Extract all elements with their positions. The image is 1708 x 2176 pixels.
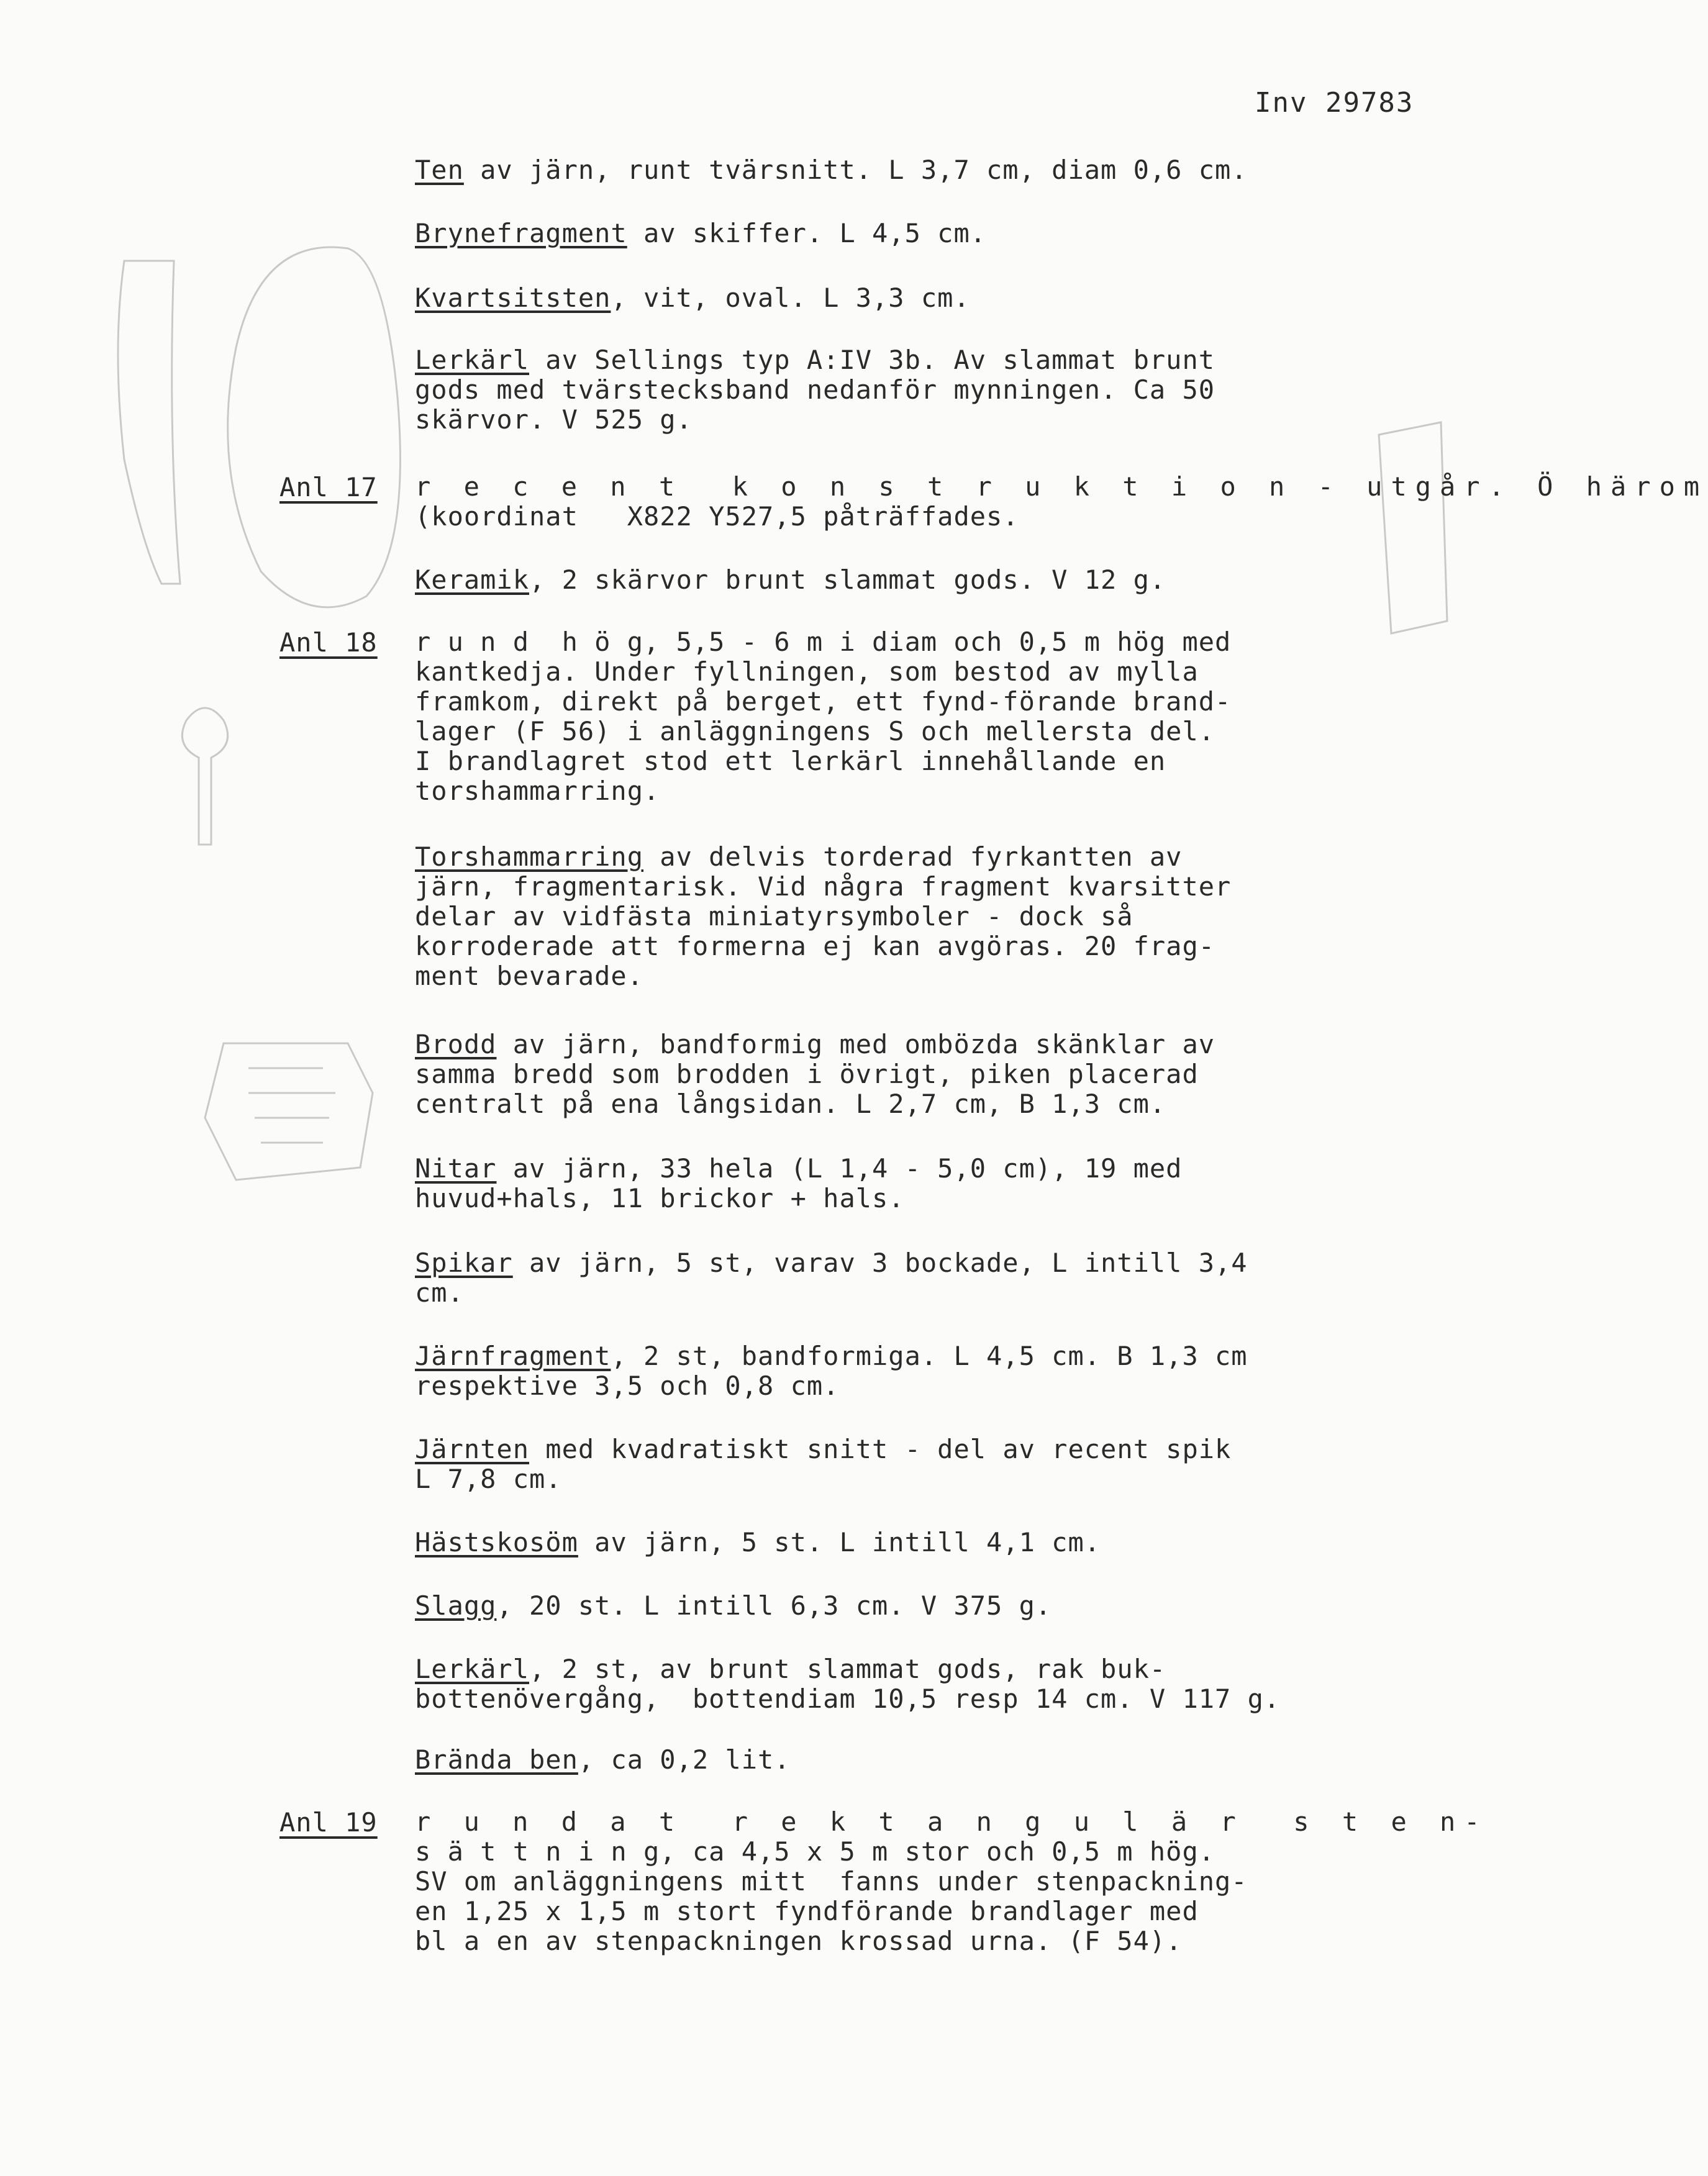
feature-entry (415, 627, 1433, 806)
find-entry (415, 155, 1433, 185)
entry-label: Keramik (415, 564, 530, 595)
entry-text: korroderade att formerna ej kan avgöras. 20 frag- (415, 931, 1215, 961)
entry-text: cm. (415, 1277, 464, 1308)
entry-text: av järn, bandformig med ombözda skänklar av (496, 1029, 1215, 1059)
entry-text: torshammarring. (415, 776, 660, 806)
entry-text: med kvadratiskt snitt - del av recent spik (529, 1434, 1232, 1464)
entry-text: gods med tvärstecksband nedanför mynningen. Ca 50 (415, 374, 1215, 405)
entry-text: bl a en av stenpackningen krossad urna. (F 54). (415, 1926, 1183, 1956)
entry-label: Nitar (415, 1153, 497, 1184)
entry-label: Brodd (415, 1029, 497, 1059)
feature-entry (415, 471, 1708, 532)
feature-entry (415, 1807, 1489, 1956)
find-entry (415, 1528, 1433, 1557)
entry-text: (koordinat X822 Y527,5 påträffades. (415, 501, 1019, 532)
entry-text: framkom, direkt på berget, ett fynd-förande brand- (415, 686, 1232, 717)
entry-text: ment bevarade. (415, 961, 644, 991)
entry-text: s ä t t n i n g, ca 4,5 x 5 m stor och 0,5 m hög. (415, 1836, 1215, 1867)
find-entry (415, 1248, 1433, 1308)
entry-label: Brynefragment (415, 218, 627, 248)
entry-text: , 2 st, bandformiga. L 4,5 cm. B 1,3 cm (611, 1341, 1248, 1371)
entry-text: samma bredd som brodden i övrigt, piken placerad (415, 1059, 1199, 1089)
entry-text: en 1,25 x 1,5 m stort fyndförande brandlager med (415, 1896, 1199, 1926)
entry-text: av järn, 5 st. L intill 4,1 cm. (578, 1527, 1101, 1557)
find-entry (415, 345, 1433, 435)
entry-text: L 7,8 cm. (415, 1464, 562, 1494)
find-entry (415, 1654, 1433, 1714)
find-entry (415, 1591, 1433, 1621)
entry-text: skärvor. V 525 g. (415, 404, 693, 435)
entry-label: Spikar (415, 1248, 513, 1278)
entry-text: av Sellings typ A:IV 3b. Av slammat brunt (529, 345, 1215, 375)
entry-text: delar av vidfästa miniatyrsymboler - dock så (415, 901, 1133, 932)
entry-text: respektive 3,5 och 0,8 cm. (415, 1371, 840, 1401)
entry-text: kantkedja. Under fyllningen, som bestod av mylla (415, 656, 1199, 687)
entry-text: r u n d h ö g, 5,5 - 6 m i diam och 0,5 m hög med (415, 627, 1232, 657)
entry-label: Torshammarring (415, 841, 644, 872)
inventory-number: Inv 29783 (1255, 87, 1414, 119)
entry-label: Kvartsitsten (415, 283, 611, 313)
feature-number: Anl 17 (279, 472, 378, 502)
find-entry (415, 1745, 1433, 1775)
feature-number: Anl 18 (279, 627, 378, 658)
entry-text: av delvis torderad fyrkantten av (643, 841, 1183, 872)
entry-label: Hästskosöm (415, 1527, 578, 1557)
find-entry (415, 842, 1433, 991)
entry-label: Lerkärl (415, 345, 530, 375)
entry-label: Lerkärl (415, 1654, 530, 1684)
find-entry (415, 565, 1433, 595)
entry-text: , 2 skärvor brunt slammat gods. V 12 g. (529, 564, 1166, 595)
find-entry (415, 283, 1433, 313)
entry-text: av järn, runt tvärsnitt. L 3,7 cm, diam 0,6 cm. (463, 155, 1248, 185)
entry-text: lager (F 56) i anläggningens S och mellersta del. (415, 716, 1215, 746)
entry-text: av skiffer. L 4,5 cm. (627, 218, 987, 248)
entry-text: r u n d a t r e k t a n g u l ä r s t e n- (415, 1807, 1489, 1837)
entry-text: I brandlagret stod ett lerkärl innehållande en (415, 746, 1166, 776)
find-entry (415, 1435, 1433, 1494)
entry-text: r e c e n t k o n s t r u k t i o n - utgår. Ö härom (415, 471, 1708, 502)
entry-text: bottenövergång, bottendiam 10,5 resp 14 cm. V 117 g. (415, 1684, 1281, 1714)
find-entry (415, 219, 1433, 248)
entry-text: , ca 0,2 lit. (578, 1744, 791, 1775)
feature-number: Anl 19 (279, 1807, 378, 1838)
entry-text: centralt på ena långsidan. L 2,7 cm, B 1,3 cm. (415, 1089, 1166, 1119)
entry-text: av järn, 5 st, varav 3 bockade, L intill 3,4 (512, 1248, 1248, 1278)
entry-text: järn, fragmentarisk. Vid några fragment kvarsitter (415, 871, 1232, 902)
entry-text: , vit, oval. L 3,3 cm. (611, 283, 970, 313)
entry-text: , 20 st. L intill 6,3 cm. V 375 g. (496, 1590, 1052, 1621)
entry-text: huvud+hals, 11 brickor + hals. (415, 1183, 905, 1213)
find-entry (415, 1154, 1433, 1213)
entry-label: Järnten (415, 1434, 530, 1464)
entry-text: , 2 st, av brunt slammat gods, rak buk- (529, 1654, 1166, 1684)
entry-label: Järnfragment (415, 1341, 611, 1371)
find-entry (415, 1030, 1433, 1119)
entry-text: SV om anläggningens mitt fanns under stenpackning- (415, 1866, 1248, 1897)
entry-label: Slagg (415, 1590, 497, 1621)
entry-label: Brända ben (415, 1744, 578, 1775)
entry-text: av järn, 33 hela (L 1,4 - 5,0 cm), 19 med (496, 1153, 1183, 1184)
find-entry (415, 1341, 1433, 1401)
entry-label: Ten (415, 155, 464, 185)
